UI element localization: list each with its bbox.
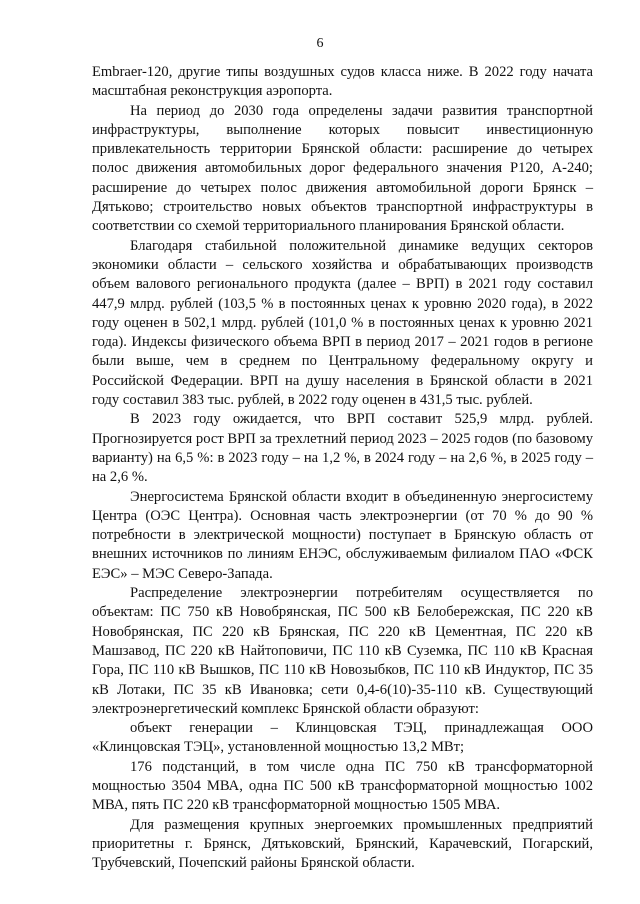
page-number: 6 (316, 36, 324, 51)
paragraph-airport-reconstruction: Embraer-120, другие типы воздушных судов класса ниже. В 2022 году начата масштабная реконструкция аэропорта. (92, 64, 593, 100)
paragraph-substations: 176 подстанций, в том числе одна ПС 750 кВ трансформаторной мощностью 3504 МВА, одна ПС 500 кВ трансформаторной мощностью 1002 МВА, пять ПС 220 кВ трансформаторной мощностью 1505 МВА. (92, 758, 593, 814)
paragraph-power-distribution: Распределение электроэнергии потребителям осуществляется по объектам: ПС 750 кВ Новобрянская, ПС 500 кВ Белобережская, ПС 220 кВ Новобрянская, ПС 220 кВ Брянская, ПС 220 кВ Цементная, ПС 220 кВ Машзавод, ПС 220 кВ Найтоповичи, ПС 110 кВ Суземка, ПС 110 кВ Красная Гора, ПС 110 кВ Вышков, ПС 110 кВ Новозыбков, ПС 110 кВ Индуктор, ПС 35 кВ Лотаки, ПС 35 кВ Ивановка; сети 0,4-6(10)-35-110 кВ. Существующий электроэнергетический комплекс Брянской области образуют: (92, 585, 593, 717)
paragraph-priority-districts: Для размещения крупных энергоемких промышленных предприятий приоритетны г. Брянск, Дятьковский, Брянский, Карачевский, Погарский, Трубчевский, Почепский районы Брянской области. (92, 816, 593, 872)
document-body (92, 63, 593, 873)
paragraph-transport-infrastructure: На период до 2030 года определены задачи развития транспортной инфраструктуры, выполнение которых повысит инвестиционную привлекательность территории Брянской области: расширение до четырех полос движения автомобильных дорог федерального значения Р120, А-240; расширение до четырех полос движения автомобильной дороги Брянск – Дятьково; строительство новых объектов транспортной инфраструктуры в соответствии со схемой территориального планирования Брянской области. (92, 102, 593, 235)
paragraph-grp-forecast: В 2023 году ожидается, что ВРП составит 525,9 млрд. рублей. Прогнозируется рост ВРП за трехлетний период 2023 – 2025 годов (по базовому варианту) на 6,5 %: в 2023 году – на 1,2 %, в 2024 году – на 2,6 %, в 2025 году – на 2,6 %. (92, 411, 593, 486)
paragraph-generation-object: объект генерации – Клинцовская ТЭЦ, принадлежащая ООО «Клинцовская ТЭЦ», установленной мощностью 13,2 МВт; (92, 720, 593, 756)
paragraph-grp-dynamics: Благодаря стабильной положительной динамике ведущих секторов экономики области – сельского хозяйства и обрабатывающих производств объем валового регионального продукта (далее – ВРП) в 2021 году составил 447,9 млрд. рублей (103,5 % в постоянных ценах к уровню 2020 года), в 2022 году оценен в 502,1 млрд. рублей (101,0 % в постоянных ценах к уровню 2021 года). Индексы физического объема ВРП в период 2017 – 2021 годов в регионе были выше, чем в среднем по Центральному федеральному округу и Российской Федерации. ВРП на душу населения в Брянской области в 2021 году составил 383 тыс. рублей, в 2022 году оценен в 431,5 тыс. рублей. (92, 237, 593, 409)
paragraph-energy-system: Энергосистема Брянской области входит в объединенную энергосистему Центра (ОЭС Центра). Основная часть электроэнергии (от 70 % до 90 % потребности в электрической мощности) поступает в Брянскую область от внешних источников по линиям ЕНЭС, обслуживаемым филиалом ПАО «ФСК ЕЭС» – МЭС Северо-Запада. (92, 488, 593, 582)
